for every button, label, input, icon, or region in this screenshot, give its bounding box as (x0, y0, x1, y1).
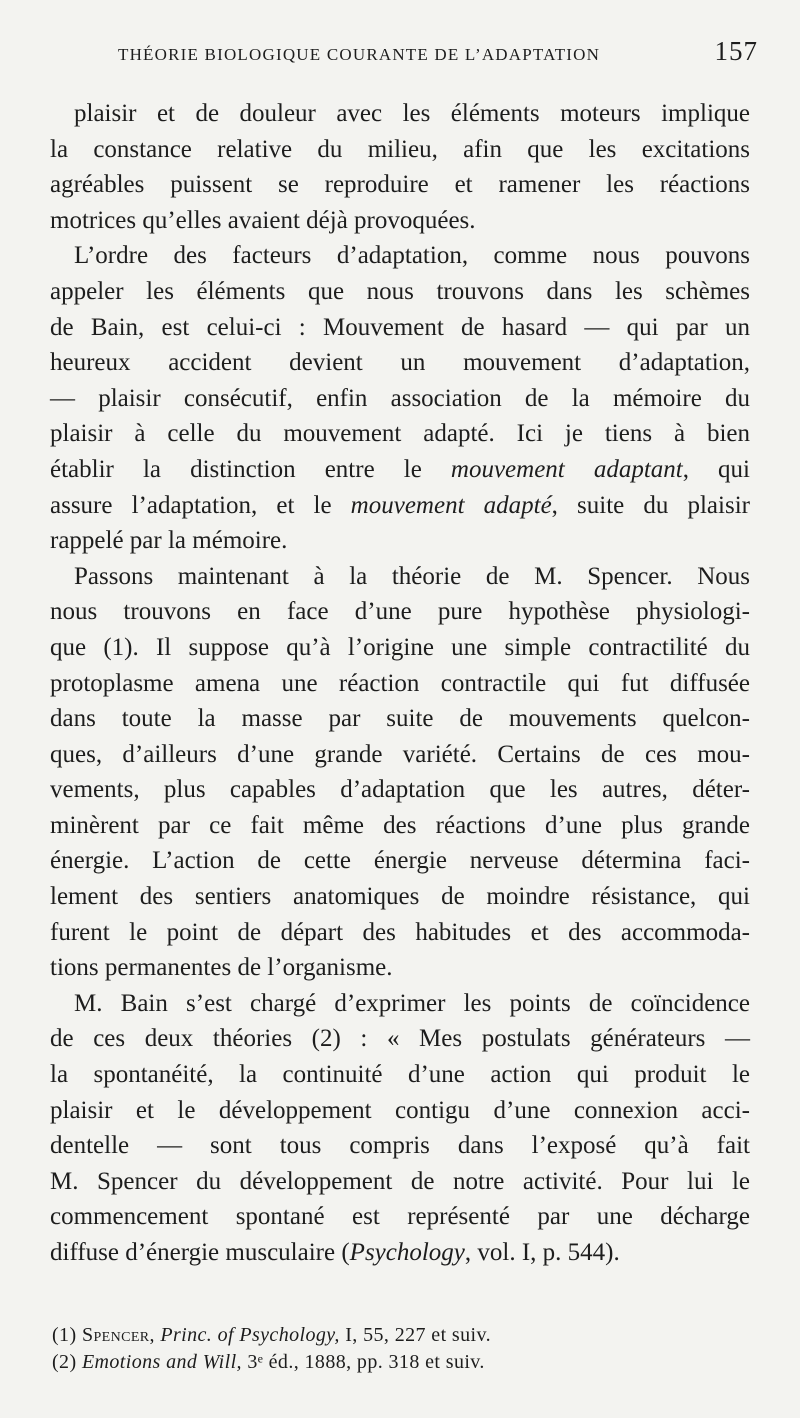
text-segment: motrices qu’elles avaient déjà provoquées. (50, 206, 476, 234)
text-segment: ques, d’ailleurs d’une grande variété. Certains de ces mou- (50, 740, 750, 768)
text-line (50, 1093, 750, 1129)
text-segment: la spontanéité, la continuité d’une action qui produit le (50, 1061, 750, 1089)
footnote-2 (52, 1349, 752, 1376)
text-line (50, 986, 750, 1022)
text-segment: heureux accident devient un mouvement d’adaptation, (50, 349, 750, 377)
text-segment: , vol. I, p. 544). (464, 1239, 620, 1266)
text-segment: M. Spencer du développement de notre activité. Pour lui le (50, 1167, 750, 1195)
text-segment: — plaisir consécutif, enfin association de la mémoire du (50, 384, 750, 412)
page-number: 157 (714, 36, 758, 66)
text-segment: M. Bain s’est chargé d’exprimer les points de coïncidence (74, 989, 750, 1017)
text-line (50, 808, 750, 844)
text-line (50, 238, 750, 274)
text-line (50, 772, 750, 808)
text-segment: plaisir et le développement contigu d’une connexion acci- (50, 1096, 750, 1124)
text-line (50, 594, 750, 630)
text-segment: L’ordre des facteurs d’adaptation, comme nous pouvons (74, 242, 750, 270)
text-segment: la constance relative du milieu, afin que les excitations (50, 135, 750, 163)
text-line (50, 559, 750, 595)
text-segment: , suite du plaisir (551, 491, 750, 519)
text-segment: , qui (682, 455, 750, 483)
italic-phrase: mouvement adaptant (450, 455, 683, 483)
text-segment: de Bain, est celui-ci : Mouvement de hasard — qui par un (50, 313, 750, 341)
footnote-rest: I, 55, 227 et suiv. (345, 1324, 491, 1346)
text-line (50, 416, 750, 452)
text-segment: plaisir et de douleur avec les éléments moteurs implique (74, 100, 750, 127)
text-line (50, 310, 750, 346)
italic-phrase: Psychology (349, 1239, 465, 1266)
text-line (50, 523, 750, 559)
text-segment: agréables puissent se reproduire et ramener les réactions (50, 171, 750, 199)
text-line (50, 1057, 750, 1093)
text-line (50, 203, 750, 239)
text-line (50, 1199, 750, 1235)
text-segment: appeler les éléments que nous trouvons dans les schèmes (50, 277, 750, 305)
footnote-rest: 3ᵉ éd., 1888, pp. 318 et suiv. (247, 1351, 485, 1373)
footnote-title: Princ. of Psychology, (160, 1324, 340, 1346)
text-segment: diffuse d’énergie musculaire ( (50, 1239, 350, 1266)
text-line (50, 381, 750, 417)
text-segment: commencement spontané est représenté par une décharge (50, 1203, 750, 1231)
text-segment: furent le point de départ des habitudes et des accommoda- (50, 918, 750, 946)
text-segment: lement des sentiers anatomiques de moindre résistance, qui (50, 883, 750, 911)
text-segment: de ces deux théories (2) : « Mes postulats générateurs — (50, 1025, 750, 1053)
text-line (50, 345, 750, 381)
text-line (50, 1021, 750, 1057)
text-line (50, 843, 750, 879)
text-segment: protoplasme amena une réaction contractile qui fut diffusée (50, 669, 750, 697)
text-line (50, 96, 750, 132)
text-line (50, 1235, 750, 1271)
text-segment: dentelle — sont tous compris dans l’exposé qu’à fait (50, 1132, 750, 1160)
text-line (50, 132, 750, 168)
text-line (50, 701, 750, 737)
text-line (50, 950, 750, 986)
footnote-title: Emotions and Will, (81, 1351, 242, 1373)
text-segment: établir la distinction entre le (50, 455, 451, 483)
body-text (50, 96, 750, 1271)
text-line (50, 915, 750, 951)
text-line (50, 1128, 750, 1164)
text-line (50, 879, 750, 915)
text-segment: nous trouvons en face d’une pure hypothèse physiologi- (50, 598, 750, 626)
footnote-mark: (1) (52, 1324, 77, 1346)
text-segment: énergie. L’action de cette énergie nerveuse détermina faci- (50, 847, 750, 875)
text-segment: Passons maintenant à la théorie de M. Spencer. Nous (74, 562, 750, 590)
text-segment: que (1). Il suppose qu’à l’origine une simple contractilité du (50, 633, 750, 661)
text-segment: tions permanentes de l’organisme. (50, 954, 393, 982)
text-segment: assure l’adaptation, et le (50, 491, 351, 519)
text-segment: plaisir à celle du mouvement adapté. Ici je tiens à bien (50, 420, 750, 448)
footnote-1 (52, 1322, 752, 1349)
running-head (118, 36, 758, 76)
running-title: THÉORIE BIOLOGIQUE COURANTE DE L’ADAPTATION (118, 45, 601, 64)
text-segment: minèrent par ce fait même des réactions d’une plus grande (50, 811, 750, 839)
text-line (50, 488, 750, 524)
text-line (50, 274, 750, 310)
text-line (50, 737, 750, 773)
text-segment: rappelé par la mémoire. (50, 527, 288, 555)
italic-phrase: mouvement adapté (350, 491, 552, 519)
footnote-mark: (2) (52, 1351, 77, 1373)
text-line (50, 167, 750, 203)
text-segment: vements, plus capables d’adaptation que les autres, déter- (50, 776, 750, 804)
footnotes (52, 1322, 752, 1376)
text-line (50, 630, 750, 666)
text-segment: dans toute la masse par suite de mouvements quelcon- (50, 705, 750, 733)
text-line (50, 1164, 750, 1200)
footnote-author: Spencer, (81, 1324, 155, 1346)
text-line (50, 452, 750, 488)
text-line (50, 666, 750, 702)
